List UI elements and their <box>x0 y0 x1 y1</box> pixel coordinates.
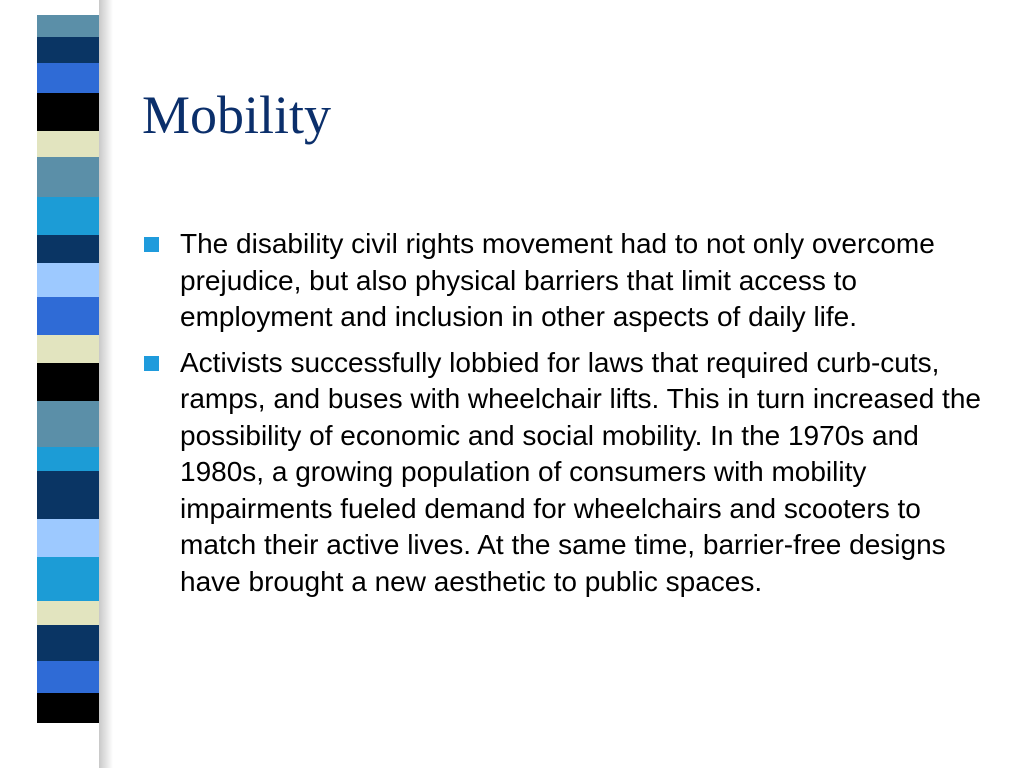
stripe-segment <box>37 625 99 661</box>
stripe-segment <box>37 157 99 197</box>
stripe-segment <box>37 335 99 363</box>
slide-title: Mobility <box>142 85 332 145</box>
stripe-segment <box>37 471 99 519</box>
bullet-item <box>142 226 1000 336</box>
stripe-segment <box>37 63 99 93</box>
stripe-segment <box>37 235 99 263</box>
stripe-segment <box>37 557 99 601</box>
square-bullet-icon <box>144 356 159 371</box>
stripe-segment <box>37 15 99 37</box>
stripe-segment <box>37 519 99 557</box>
stripe-segment <box>37 297 99 335</box>
stripe-segment <box>37 197 99 235</box>
stripe-segment <box>37 363 99 401</box>
bullet-text: The disability civil rights movement had to not only overcome prejudice, but also physical barriers that limit access to employment and inclusion in other aspects of daily life. <box>180 228 935 332</box>
stripe-segment <box>37 693 99 723</box>
stripe-segment <box>37 601 99 625</box>
stripe-segment <box>37 37 99 63</box>
stripe-segment <box>37 131 99 157</box>
bullet-item <box>142 345 1000 601</box>
stripe-segment <box>37 93 99 131</box>
stripe-segment <box>37 661 99 693</box>
stripe-segment <box>37 263 99 297</box>
bullet-text: Activists successfully lobbied for laws that required curb-cuts, ramps, and buses with wheelchair lifts. This in turn increased the possibility of economic and social mobility. In the 1970s and 1980s, a growing population of consumers with mobility impairments fueled demand for wheelchairs and scooters to match their active lives. At the same time, barrier-free designs have brought a new aesthetic to public spaces. <box>180 346 981 597</box>
decorative-stripe-bar <box>37 0 99 768</box>
bullet-list <box>142 226 1000 609</box>
stripe-segment <box>37 401 99 447</box>
stripe-segment <box>37 447 99 471</box>
square-bullet-icon <box>144 237 159 252</box>
stripe-shadow <box>99 0 113 768</box>
